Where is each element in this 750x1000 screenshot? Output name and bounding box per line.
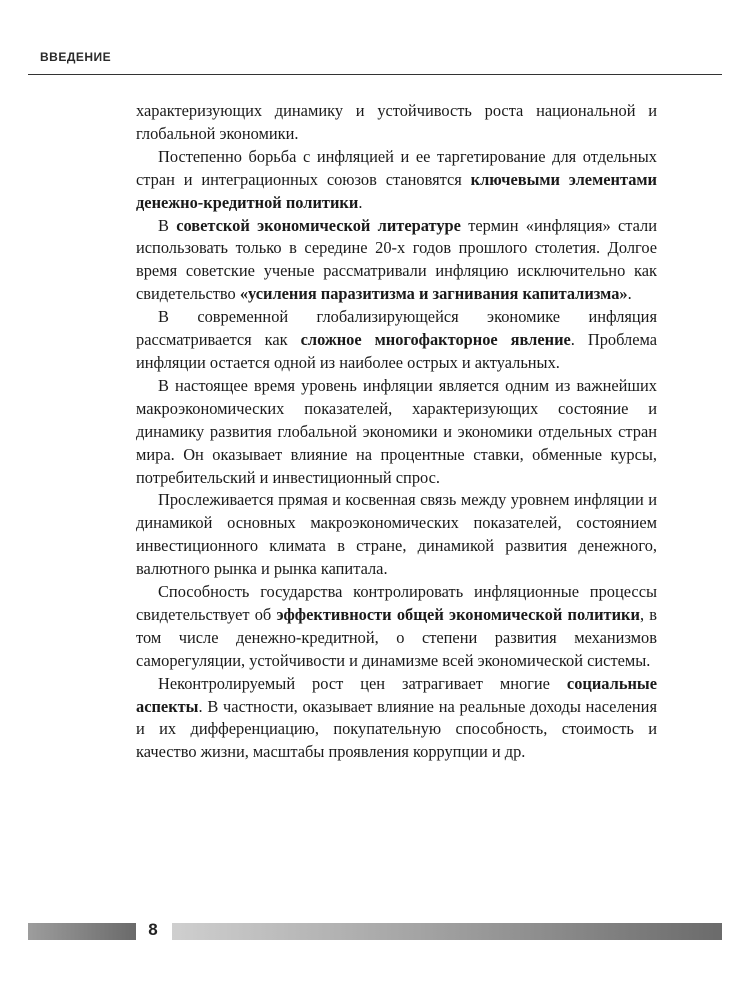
paragraph-7: Способность государства контролировать инфляционные процессы свидетельствует об эффективности общей экономической политики, в том числе денежно-кредитной, о степени развития механизмов саморегуляции, устойчивости и динамизме всей экономической системы. (136, 582, 657, 670)
emphasis-policy-efficiency: эффективности общей экономической политики (276, 604, 640, 624)
paragraph-4: В современной глобализирующейся экономике инфляция рассматривается как сложное многофакторное явление. Проблема инфляции остается одной из наиболее острых и актуальных. (136, 307, 658, 372)
footer-bar-left (28, 923, 136, 940)
emphasis-monetary-policy: ключевыми элементами денежно-кредитной политики (136, 169, 658, 212)
footer-bar-right (172, 923, 722, 940)
header-rule (28, 74, 722, 75)
page-number: 8 (148, 920, 158, 939)
paragraph-1: характеризующих динамику и устойчивость роста национальной и глобальной экономики. (136, 101, 657, 143)
paragraph-8: Неконтролируемый рост цен затрагивает многие социальные аспекты. В частности, оказывает влияние на реальные доходы населения и их дифференциацию, покупательную способность, стоимость и качество жизни, масштабы проявления коррупции и др. (136, 673, 657, 762)
emphasis-capitalism-quote: «усиления паразитизма и загнивания капитализма» (239, 284, 628, 304)
paragraph-6: Прослеживается прямая и косвенная связь между уровнем инфляции и динамикой основных макроэкономических показателей, состоянием инвестиционного климата в стране, динамикой развития денежного, валютного рынка и рынка капитала. (136, 490, 657, 579)
emphasis-complex-phenomenon: сложное многофакторное явление (300, 330, 571, 350)
body-text (136, 100, 657, 764)
paragraph-3: В советской экономической литературе термин «инфляция» стали использовать только в середине 20-х годов прошлого столетия. Долгое время советские ученые рассматривали инфляцию исключительно как свидетельство «усиления паразитизма и загнивания капитализма». (136, 215, 657, 304)
emphasis-soviet-literature: советской экономической литературе (176, 215, 461, 235)
emphasis-social-aspects: социальные аспекты (136, 673, 657, 716)
paragraph-2: Постепенно борьба с инфляцией и ее таргетирование для отдельных стран и интеграционных союзов становятся ключевыми элементами денежно-кредитной политики. (136, 146, 658, 212)
running-head-title: ВВЕДЕНИЕ (40, 50, 112, 64)
paragraph-5: В настоящее время уровень инфляции является одним из важнейших макроэкономических показателей, характеризующих состояние и динамику развития глобальной экономики и экономики отдельных стран мира. Он оказывает влияние на процентные ставки, обменные курсы, потребительский и инвестиционный спрос. (136, 375, 657, 487)
